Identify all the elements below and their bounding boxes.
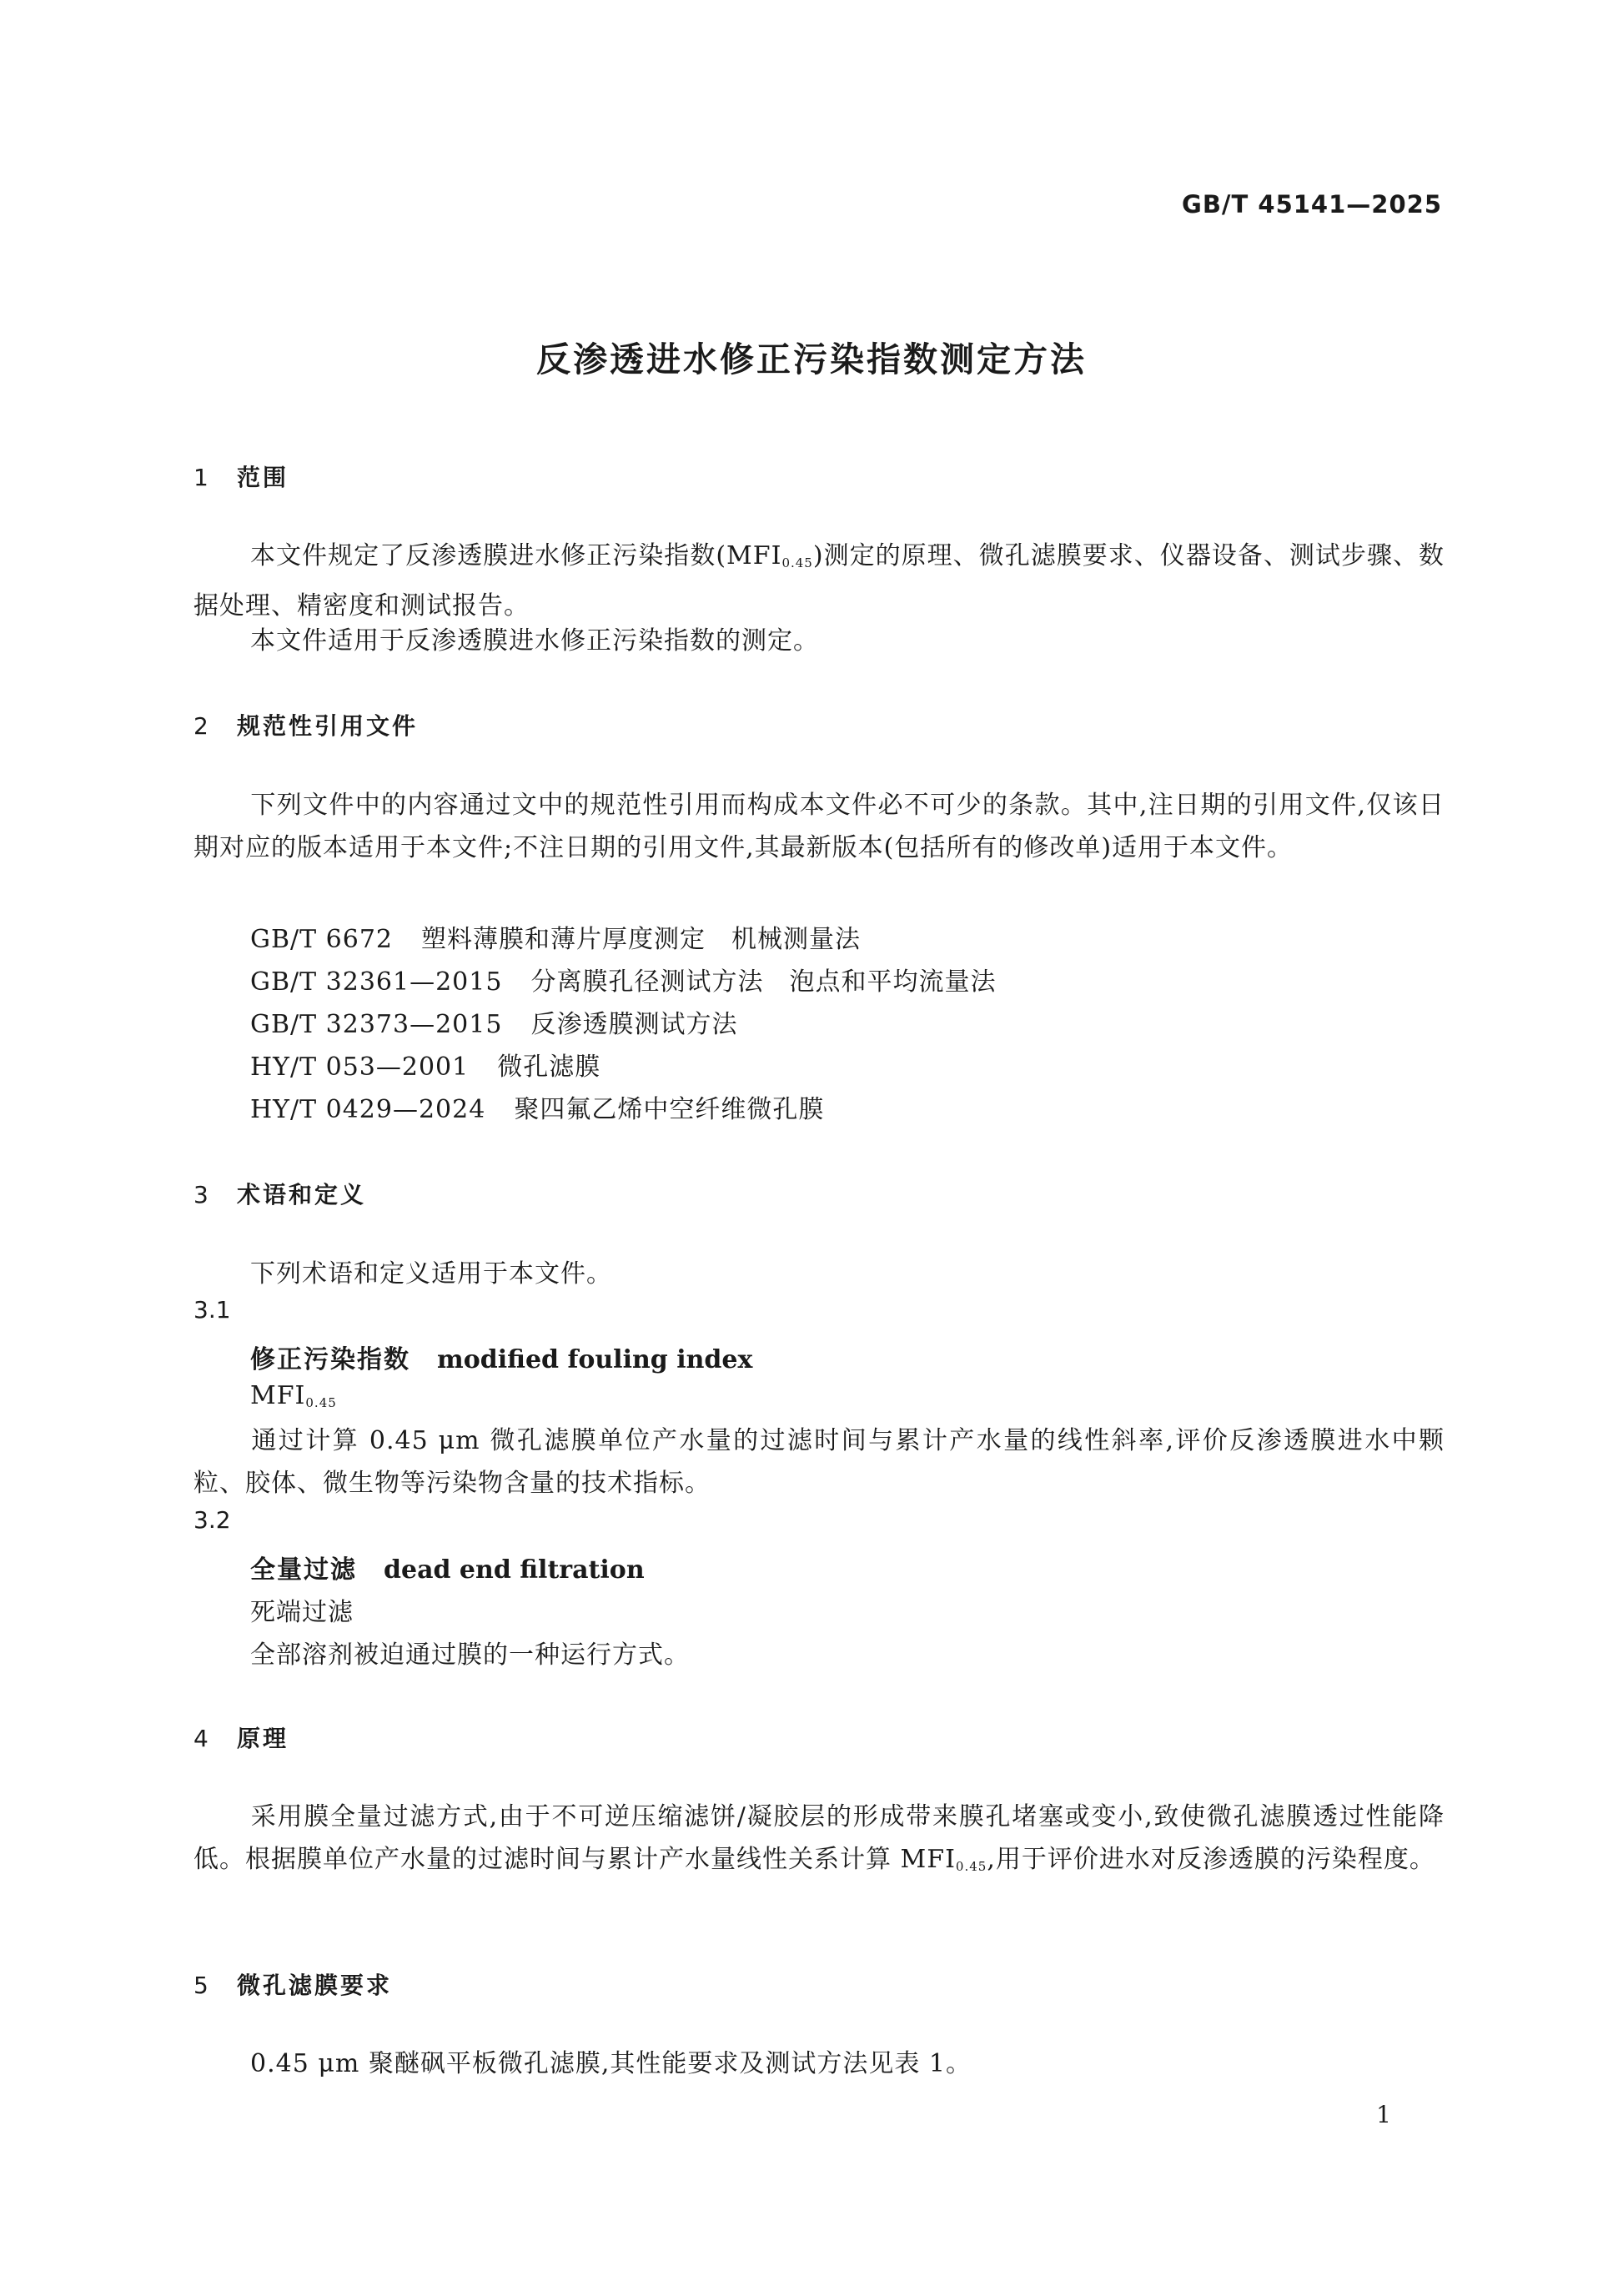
reference-title: 反渗透膜测试方法 [530, 1010, 738, 1039]
scope-paragraph-2: 本文件适用于反渗透膜进水修正污染指数的测定。 [250, 626, 819, 656]
term-en: modified fouling index [437, 1345, 753, 1374]
section-1-heading [193, 460, 289, 493]
term-entry [250, 1339, 752, 1375]
term-definition: 通过计算 0.45 μm 微孔滤膜单位产水量的过滤时间与累计产水量的线性斜率,评价反渗透膜进水中颗粒、胶体、微生物等污染物含量的技术指标。 [193, 1426, 1445, 1498]
reference-item [250, 961, 996, 997]
term-en: dead end filtration [384, 1555, 645, 1585]
section-number: 4 [193, 1725, 211, 1752]
document-title: 反渗透进水修正污染指数测定方法 [536, 339, 1087, 379]
subscript: 0.45 [305, 1395, 337, 1410]
section-number: 3 [193, 1181, 211, 1208]
reference-code: HY/T 053—2001 [250, 1053, 470, 1082]
section-5-heading [193, 1967, 392, 2001]
reference-item [250, 1046, 600, 1083]
term-definition: 全部溶剂被迫通过膜的一种运行方式。 [250, 1640, 690, 1670]
term-zh: 修正污染指数 [250, 1345, 410, 1374]
membrane-requirement-paragraph: 0.45 μm 聚醚砜平板微孔滤膜,其性能要求及测试方法见表 1。 [250, 2049, 972, 2078]
scope-paragraph-1: 本文件规定了反渗透膜进水修正污染指数$(MFI_{0.45})$测定的原理、微孔滤膜要求、仪器设备、测试步骤、数据处理、精密度和测试报告。 [193, 541, 1445, 620]
reference-title: 塑料薄膜和薄片厚度测定 机械测量法 [421, 925, 862, 954]
section-title: 规范性引用文件 [237, 712, 419, 740]
page-number: 1 [1376, 2101, 1391, 2128]
section-number: 5 [193, 1972, 211, 1999]
reference-code: GB/T 6672 [250, 925, 394, 954]
clause-number: 3.2 [193, 1506, 231, 1534]
term-abbreviation: $MFI_{0.45}$ [250, 1381, 337, 1410]
subscript: 0.45 [781, 555, 813, 570]
reference-title: 微孔滤膜 [497, 1053, 601, 1082]
reference-code: GB/T 32373—2015 [250, 1010, 503, 1039]
principle-paragraph: 采用膜全量过滤方式,由于不可逆压缩滤饼/凝胶层的形成带来膜孔堵塞或变小,致使微孔滤膜透过性能降低。根据膜单位产水量的过滤时间与累计产水量线性关系计算 $MFI_{0.45}$,用于评价进水对反渗透膜的污染程度。 [193, 1802, 1445, 1874]
section-2-heading [193, 708, 418, 741]
section-title: 原理 [237, 1725, 289, 1752]
reference-code: GB/T 32361—2015 [250, 967, 503, 997]
term-entry [250, 1549, 645, 1585]
section-number: 1 [193, 464, 211, 491]
section-title: 范围 [237, 464, 289, 491]
section-title: 术语和定义 [237, 1181, 367, 1208]
term-zh: 全量过滤 [250, 1555, 357, 1585]
section-4-heading [193, 1721, 289, 1754]
reference-title: 聚四氟乙烯中空纤维微孔膜 [514, 1095, 825, 1124]
reference-item [250, 1088, 824, 1125]
reference-code: HY/T 0429—2024 [250, 1095, 486, 1124]
reference-title: 分离膜孔径测试方法 泡点和平均流量法 [530, 967, 997, 997]
reference-item [250, 1003, 737, 1040]
section-title: 微孔滤膜要求 [237, 1972, 393, 1999]
section-number: 2 [193, 712, 211, 740]
subscript: 0.45 [955, 1859, 987, 1874]
reference-item [250, 918, 861, 955]
references-intro: 下列文件中的内容通过文中的规范性引用而构成本文件必不可少的条款。其中,注日期的引用文件,仅该日期对应的版本适用于本文件;不注日期的引用文件,其最新版本(包括所有的修改单)适用于本文件。 [193, 791, 1445, 862]
terms-intro: 下列术语和定义适用于本文件。 [250, 1259, 612, 1289]
standard-code: GB/T 45141—2025 [1182, 190, 1442, 219]
term-synonym: 死端过滤 [250, 1598, 354, 1627]
clause-number: 3.1 [193, 1296, 231, 1324]
section-3-heading [193, 1177, 366, 1210]
